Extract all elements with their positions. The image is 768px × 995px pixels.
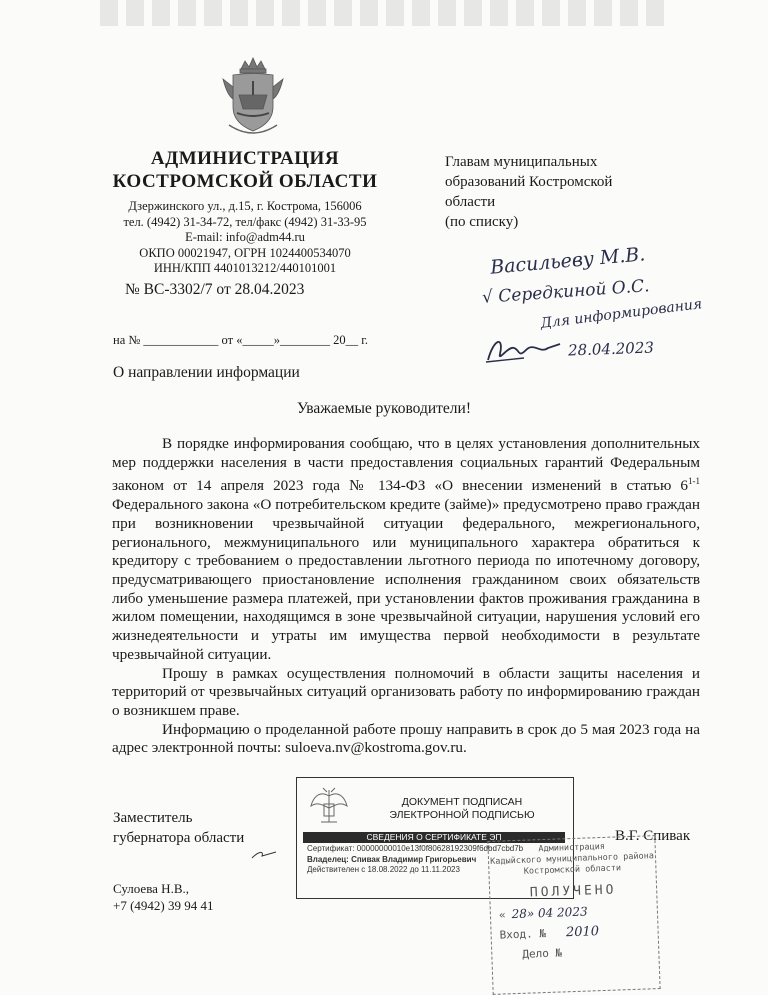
resolution-line1: Васильеву М.В. bbox=[489, 243, 647, 279]
certificate-owner: Владелец: Спивак Владимир Григорьевич bbox=[307, 854, 477, 864]
addressee-line2: образований Костромской bbox=[445, 174, 613, 190]
signer-name: В.Г. Спивак bbox=[615, 828, 691, 844]
received-date-value: 28» 04 2023 bbox=[511, 904, 588, 922]
eagle-emblem-icon bbox=[307, 784, 351, 828]
letter-body bbox=[112, 435, 700, 758]
pen-mark bbox=[250, 848, 280, 862]
e-signature-title bbox=[357, 796, 567, 822]
email: E-mail: info@adm44.ru bbox=[185, 230, 305, 244]
received-label: ПОЛУЧЕНО bbox=[529, 882, 617, 901]
okpo: ОКПО 00021947, ОГРН 1024400534070 bbox=[139, 245, 351, 260]
coat-of-arms-icon bbox=[219, 55, 287, 139]
resolution-signature bbox=[484, 332, 564, 366]
inn: ИНН/КПП 4401013212/440101001 bbox=[153, 261, 337, 275]
e-signature-title-line2: ЭЛЕКТРОННОЙ ПОДПИСЬЮ bbox=[389, 809, 535, 821]
subject: О направлении информации bbox=[113, 364, 300, 381]
addressee-line1: Главам муниципальных bbox=[445, 154, 598, 170]
e-signature-title-line1: ДОКУМЕНТ ПОДПИСАН bbox=[401, 796, 523, 808]
received-stamp bbox=[487, 835, 660, 995]
received-stamp-line3: Костромской области bbox=[523, 863, 622, 877]
received-date-prefix: « bbox=[498, 908, 506, 922]
resolution-line2: √ Середкиной О.С. bbox=[481, 276, 651, 308]
address: Дзержинского ул., д.15, г. Кострома, 156006 bbox=[128, 199, 362, 213]
addressee bbox=[445, 152, 612, 232]
received-stamp-line2: Кадыйского муниципального района bbox=[490, 851, 655, 867]
executor bbox=[113, 880, 214, 914]
executor-phone: +7 (4942) 39 94 41 bbox=[113, 898, 214, 913]
certificate-validity: Действителен с 18.08.2022 до 11.11.2023 bbox=[307, 865, 460, 874]
incoming-number-value: 2010 bbox=[565, 924, 600, 941]
paragraph-1-rest: Федерального закона «О потребительском кредите (займе)» предусмотрено право граждан при возникновении чрезвычайной ситуации федерального, межрегионального, регионального, межмуниципального или муниципального характера обратиться к кредитору с требованием о предоставлении льготного периода по ипотечному договору, предусматривающего приостановление исполнения гражданином своих обязательств либо уменьшение размера платежей, при установлении фактов проживания гражданина в жилом помещении, находящимся в зоне чрезвычайной ситуации, нарушения условий его жизнедеятельности и утраты им имущества первой необходимости в результате чрезвычайной ситуации. bbox=[112, 496, 700, 663]
certificate-bar: СВЕДЕНИЯ О СЕРТИФИКАТЕ ЭП bbox=[303, 832, 565, 843]
addressee-line3: области bbox=[445, 194, 496, 210]
paragraph-3: Информацию о проделанной работе прошу направить в срок до 5 мая 2023 года на адрес электронной почты: suloeva.nv@kostroma.gov.ru. bbox=[112, 720, 700, 757]
signer-position bbox=[113, 808, 244, 848]
salutation: Уважаемые руководители! bbox=[297, 400, 471, 417]
paragraph-1 bbox=[112, 435, 700, 665]
paragraph-1-start: В порядке информирования сообщаю, что в целях установления дополнительных мер поддержки населения в части предоставления социальных гарантий Федеральным законом от 14 апреля 2023 года № 134-ФЗ «О внесении изменений в статью 6 bbox=[112, 435, 700, 495]
reference-line: на № ____________ от «_____»________ 20__ г. bbox=[113, 333, 369, 347]
registration-number: № ВС-3302/7 от 28.04.2023 bbox=[125, 281, 305, 298]
certificate-number: Сертификат: 00000000010e13f0f80628192309f6dbd7cbd7b bbox=[307, 844, 524, 853]
paragraph-2: Прошу в рамках осуществления полномочий в области защиты населения и территорий от чрезвычайных ситуаций организовать работу по информированию граждан о возникшем праве. bbox=[112, 664, 700, 719]
received-stamp-line1: Администрация bbox=[538, 841, 606, 855]
signer-position-line1: Заместитель bbox=[113, 810, 193, 826]
case-number-label: Дело № bbox=[522, 946, 563, 961]
org-name-line2: КОСТРОМСКОЙ ОБЛАСТИ bbox=[112, 171, 378, 192]
resolution-line3: Для информирования bbox=[539, 296, 703, 332]
contact-block bbox=[100, 199, 390, 277]
addressee-line4: (по списку) bbox=[445, 214, 519, 230]
incoming-number-row bbox=[499, 922, 657, 943]
received-date-row bbox=[499, 902, 657, 922]
org-name-line1: АДМИНИСТРАЦИЯ bbox=[150, 148, 340, 169]
received-stamp-header bbox=[489, 840, 656, 879]
phone: тел. (4942) 31-34-72, тел/факс (4942) 31-33-95 bbox=[123, 214, 367, 229]
org-name bbox=[100, 147, 390, 193]
resolution-date: 28.04.2023 bbox=[567, 338, 655, 360]
signer-position-line2: губернатора области bbox=[113, 830, 245, 846]
paragraph-1-sup: 1-1 bbox=[688, 476, 700, 487]
bleed-through-marks bbox=[100, 0, 670, 26]
incoming-number-label: Вход. № bbox=[499, 926, 547, 942]
executor-name: Сулоева Н.В., bbox=[113, 881, 189, 896]
